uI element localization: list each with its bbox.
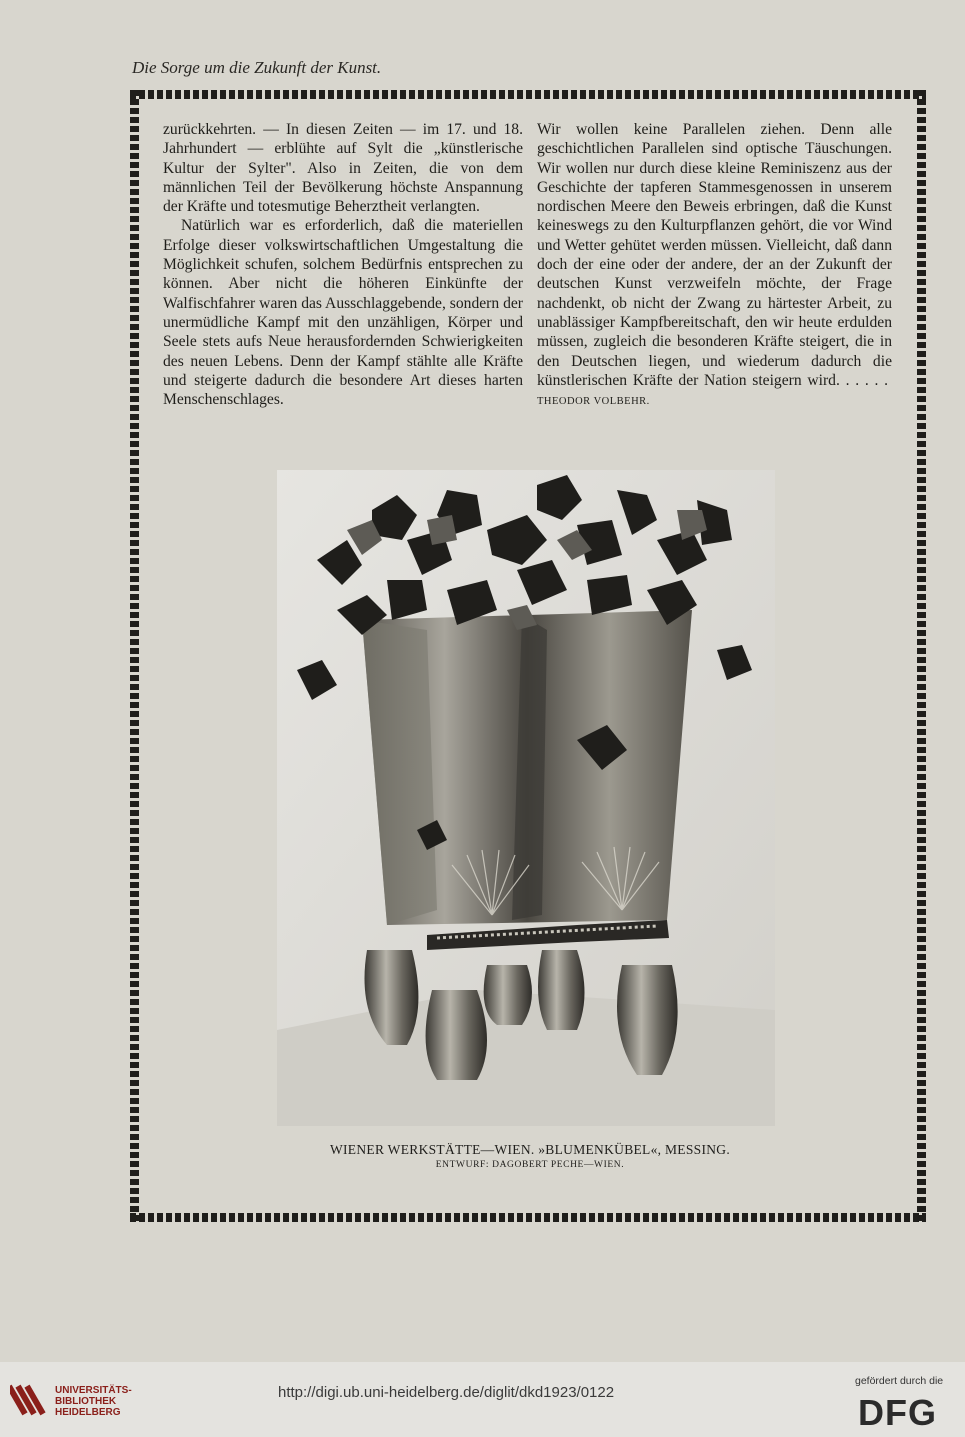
university-library-name: UNIVERSITÄTS- BIBLIOTHEK HEIDELBERG [55, 1385, 132, 1418]
ornamental-border-right [917, 90, 926, 1222]
text-column-right [537, 120, 892, 411]
figure-credit: ENTWURF: DAGOBERT PECHE—WIEN. [435, 1160, 625, 1170]
flower-tub-illustration [277, 470, 775, 1126]
figure-caption: WIENER WERKSTÄTTE—WIEN. »BLUMENKÜBEL«, MESSING. [329, 1142, 731, 1157]
text-column-left [163, 120, 523, 409]
artwork-photograph [277, 470, 775, 1126]
paragraph: zurückkehrten. — In diesen Zeiten — im 17. und 18. Jahrhundert — erblühte auf Sylt die „künstlerische Kultur der Sylter". Also in Zeiten, die von dem männlichen Teil der Bevölkerung höchste Anspannung der Kräfte und totesmutige Beherztheit verlangten. [163, 121, 523, 216]
funding-note: gefördert durch die [855, 1375, 944, 1387]
university-library-logo-icon [10, 1376, 50, 1424]
running-head: Die Sorge um die Zukunft der Kunst. [132, 58, 382, 77]
paragraph: Natürlich war es erforderlich, daß die materiellen Erfolge dieser volkswirtschaftlichen Umgestaltung die Möglichkeit schufen, solchem Bedürfnis entsprechen zu können. Aber nicht die höheren Einkünfte der Walfischfahrer waren das Ausschlaggebende, sondern der unermüdliche Kampf mit den unzähligen, Körper und Seele stets aufs Neue herausfordernden Schwierigkeiten des neuen Lebens. Denn der Kampf stählte alle Kräfte und steigerte dadurch die besondere Art dieses harten Menschenschlages. [163, 217, 523, 409]
ornamental-border-bottom [130, 1213, 926, 1222]
paragraph: Wir wollen keine Parallelen ziehen. Denn alle geschichtlichen Parallelen sind optische Täuschungen. Wir wollen nur durch diese kleine Reminiszenz aus der Geschichte der tapferen Stammesgenossen in unserem nordischen Meere den Beweis erbringen, daß die Kunst keineswegs zu den Kulturpflanzen gehört, die vor Wind und Wetter gehütet werden müssen. Vielleicht, daß dann doch der eine oder der andere, der an der Zukunft der deutschen Kunst verzweifeln möchte, der Frage nachdenkt, ob nicht der Zwang zu härtester Arbeit, zu unablässiger Kampfbereitschaft, den wir heute erdulden müssen, zugleich die besonderen Kräfte steigert, die in den Deutschen liegen, und wiederum dadurch die künstlerischen Kräfte der Nation steigern wird. . . . . . [537, 121, 892, 389]
author-signature: THEODOR VOLBEHR. [537, 396, 650, 408]
permalink-url[interactable]: http://digi.ub.uni-heidelberg.de/diglit/dkd1923/0122 [278, 1384, 615, 1401]
ornamental-border-left [130, 90, 139, 1222]
dfg-logo: DFG [858, 1392, 937, 1433]
ornamental-border-top [130, 90, 926, 99]
